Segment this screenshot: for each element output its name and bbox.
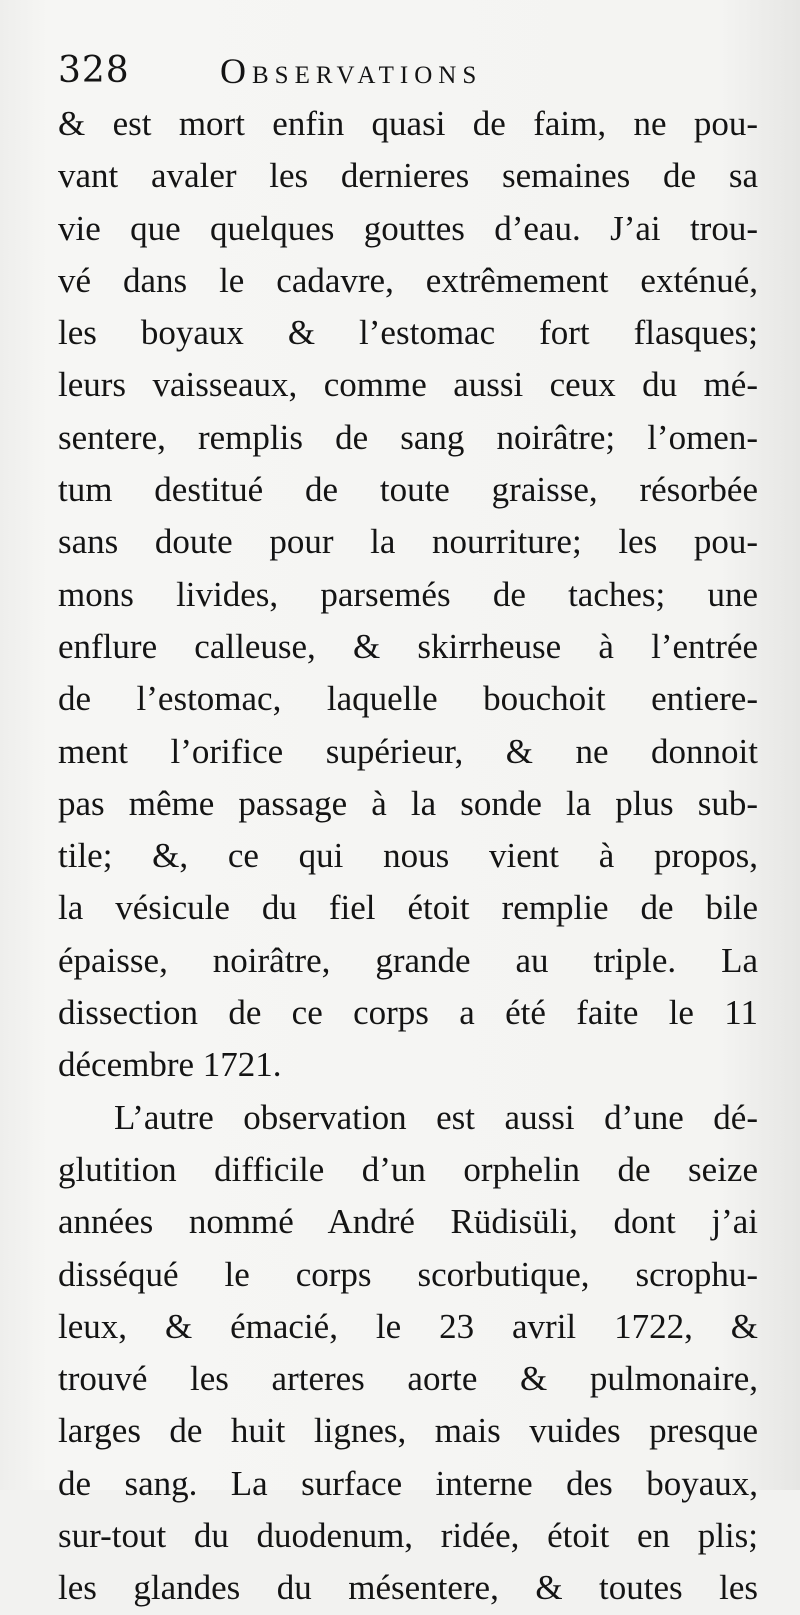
text-line: pas même passage à la sonde la plus sub- bbox=[58, 783, 758, 823]
text-line: les boyaux & l’estomac fort flasques; bbox=[58, 313, 758, 353]
text-line: dissection de ce corps a été faite le 11 bbox=[58, 993, 758, 1033]
text-line: mons livides, parsemés de taches; une bbox=[58, 574, 758, 614]
text-line: sur-tout du duodenum, ridée, étoit en plis; bbox=[58, 1516, 758, 1556]
text-line-paragraph-end: décembre 1721. bbox=[58, 1045, 282, 1085]
text-line: tile; &, ce qui nous vient à propos, bbox=[58, 836, 758, 876]
text-line: les glandes du mésentere, & toutes les bbox=[58, 1568, 758, 1608]
text-line: épaisse, noirâtre, grande au triple. La bbox=[58, 940, 758, 980]
text-line: disséqué le corps scorbutique, scrophu- bbox=[58, 1254, 758, 1294]
text-line: trouvé les arteres aorte & pulmonaire, bbox=[58, 1359, 758, 1399]
text-line: tum destitué de toute graisse, résorbée bbox=[58, 470, 758, 510]
text-line: vé dans le cadavre, extrêmement exténué, bbox=[58, 260, 758, 300]
text-line: enflure calleuse, & skirrheuse à l’entrée bbox=[58, 626, 758, 666]
text-line: sans doute pour la nourriture; les pou- bbox=[58, 522, 758, 562]
text-line: sentere, remplis de sang noirâtre; l’omen- bbox=[58, 417, 758, 457]
text-line: de l’estomac, laquelle bouchoit entiere- bbox=[58, 679, 758, 719]
text-line: vie que quelques gouttes d’eau. J’ai trou- bbox=[58, 208, 758, 248]
text-line: leurs vaisseaux, comme aussi ceux du mé- bbox=[58, 365, 758, 405]
text-line: vant avaler les dernieres semaines de sa bbox=[58, 156, 758, 196]
text-line: leux, & émacié, le 23 avril 1722, & bbox=[58, 1306, 758, 1346]
text-line: glutition difficile d’un orphelin de seize bbox=[58, 1149, 758, 1189]
running-head: Observations bbox=[220, 51, 483, 91]
text-line: & est mort enfin quasi de faim, ne pou- bbox=[58, 104, 758, 143]
text-line-paragraph-start: L’autre observation est aussi d’une dé- bbox=[114, 1097, 758, 1137]
text-line: larges de huit lignes, mais vuides presque bbox=[58, 1411, 758, 1451]
page-header bbox=[58, 44, 748, 102]
text-line: années nommé André Rüdisüli, dont j’ai bbox=[58, 1202, 758, 1242]
text-line: de sang. La surface interne des boyaux, bbox=[58, 1463, 758, 1503]
text-line: la vésicule du fiel étoit remplie de bile bbox=[58, 888, 758, 928]
body-text bbox=[58, 98, 758, 1615]
page-number: 328 bbox=[58, 50, 130, 91]
text-line: ment l’orifice supérieur, & ne donnoit bbox=[58, 731, 758, 771]
